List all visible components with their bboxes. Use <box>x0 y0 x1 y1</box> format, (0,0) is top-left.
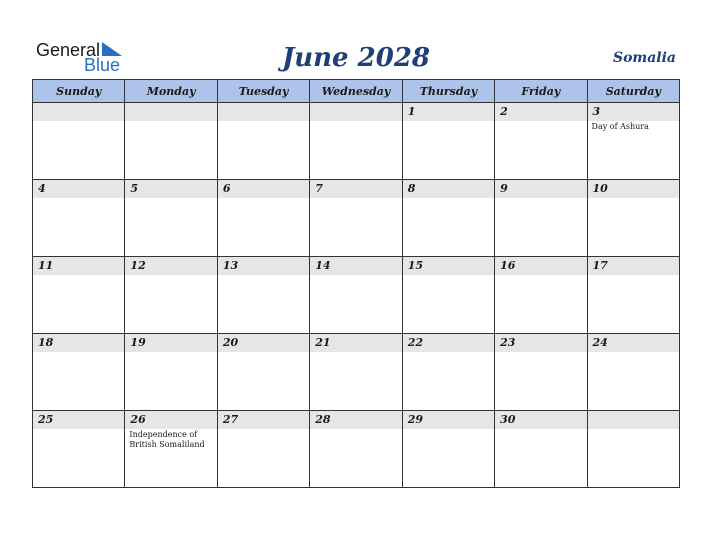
day-number: 7 <box>310 180 401 198</box>
day-cell[interactable] <box>310 411 402 488</box>
weekday-tuesday: Tuesday <box>217 80 309 103</box>
week-row <box>33 334 680 411</box>
weekday-sunday: Sunday <box>33 80 125 103</box>
day-number: 28 <box>310 411 401 429</box>
week-row <box>33 411 680 488</box>
day-number: 30 <box>495 411 586 429</box>
day-cell[interactable] <box>217 334 309 411</box>
weekday-saturday: Saturday <box>587 80 679 103</box>
day-cell[interactable] <box>402 334 494 411</box>
day-number: 12 <box>125 257 216 275</box>
day-number: 22 <box>403 334 494 352</box>
day-number: 24 <box>588 334 679 352</box>
day-cell[interactable] <box>33 180 125 257</box>
day-cell[interactable] <box>402 180 494 257</box>
weekday-monday: Monday <box>125 80 217 103</box>
day-cell[interactable] <box>587 334 679 411</box>
day-number: 4 <box>33 180 124 198</box>
day-cell[interactable] <box>310 334 402 411</box>
day-cell[interactable] <box>125 180 217 257</box>
day-cell[interactable] <box>587 257 679 334</box>
day-number <box>33 103 124 121</box>
day-number <box>218 103 309 121</box>
day-number: 5 <box>125 180 216 198</box>
day-cell[interactable] <box>587 180 679 257</box>
week-row <box>33 257 680 334</box>
day-number: 23 <box>495 334 586 352</box>
week-row <box>33 180 680 257</box>
day-cell[interactable] <box>33 257 125 334</box>
day-cell[interactable] <box>310 180 402 257</box>
day-cell[interactable] <box>402 257 494 334</box>
day-cell[interactable] <box>125 103 217 180</box>
day-number: 8 <box>403 180 494 198</box>
day-number: 10 <box>588 180 679 198</box>
day-cell[interactable] <box>33 411 125 488</box>
day-cell[interactable] <box>217 411 309 488</box>
day-cell[interactable] <box>310 103 402 180</box>
day-cell[interactable] <box>587 411 679 488</box>
day-cell[interactable] <box>33 334 125 411</box>
day-cell[interactable] <box>402 103 494 180</box>
day-number <box>125 103 216 121</box>
day-number: 21 <box>310 334 401 352</box>
day-number: 20 <box>218 334 309 352</box>
calendar-grid <box>32 79 680 488</box>
day-number: 17 <box>588 257 679 275</box>
weekday-header-row <box>33 80 680 103</box>
day-number <box>310 103 401 121</box>
day-cell[interactable] <box>125 334 217 411</box>
page-title: June 2028 <box>281 43 431 73</box>
weekday-thursday: Thursday <box>402 80 494 103</box>
day-cell[interactable] <box>495 103 587 180</box>
country-label: Somalia <box>612 50 676 66</box>
day-cell[interactable] <box>495 257 587 334</box>
day-cell[interactable] <box>125 411 217 488</box>
day-number: 13 <box>218 257 309 275</box>
day-number <box>588 411 679 429</box>
day-cell[interactable] <box>125 257 217 334</box>
logo-text-blue: Blue <box>84 55 121 75</box>
weekday-wednesday: Wednesday <box>310 80 402 103</box>
week-row <box>33 103 680 180</box>
day-cell[interactable] <box>33 103 125 180</box>
day-cell[interactable] <box>587 103 679 180</box>
day-cell[interactable] <box>402 411 494 488</box>
day-number: 3 <box>588 103 679 121</box>
day-number: 1 <box>403 103 494 121</box>
day-number: 25 <box>33 411 124 429</box>
holiday-label: Independence of British Somaliland <box>129 430 205 449</box>
day-number: 18 <box>33 334 124 352</box>
day-cell[interactable] <box>495 180 587 257</box>
day-number: 11 <box>33 257 124 275</box>
day-number: 26 <box>125 411 216 429</box>
day-number: 15 <box>403 257 494 275</box>
day-number: 14 <box>310 257 401 275</box>
holiday-label: Day of Ashura <box>591 122 649 131</box>
day-number: 9 <box>495 180 586 198</box>
day-number: 27 <box>218 411 309 429</box>
day-cell[interactable] <box>495 334 587 411</box>
day-cell[interactable] <box>217 257 309 334</box>
weekday-friday: Friday <box>495 80 587 103</box>
day-number: 6 <box>218 180 309 198</box>
logo-text-general: General <box>36 40 101 60</box>
day-number: 2 <box>495 103 586 121</box>
calendar-body <box>33 103 680 488</box>
day-cell[interactable] <box>495 411 587 488</box>
day-cell[interactable] <box>310 257 402 334</box>
day-cell[interactable] <box>217 180 309 257</box>
day-number: 16 <box>495 257 586 275</box>
day-number: 19 <box>125 334 216 352</box>
day-cell[interactable] <box>217 103 309 180</box>
day-number: 29 <box>403 411 494 429</box>
